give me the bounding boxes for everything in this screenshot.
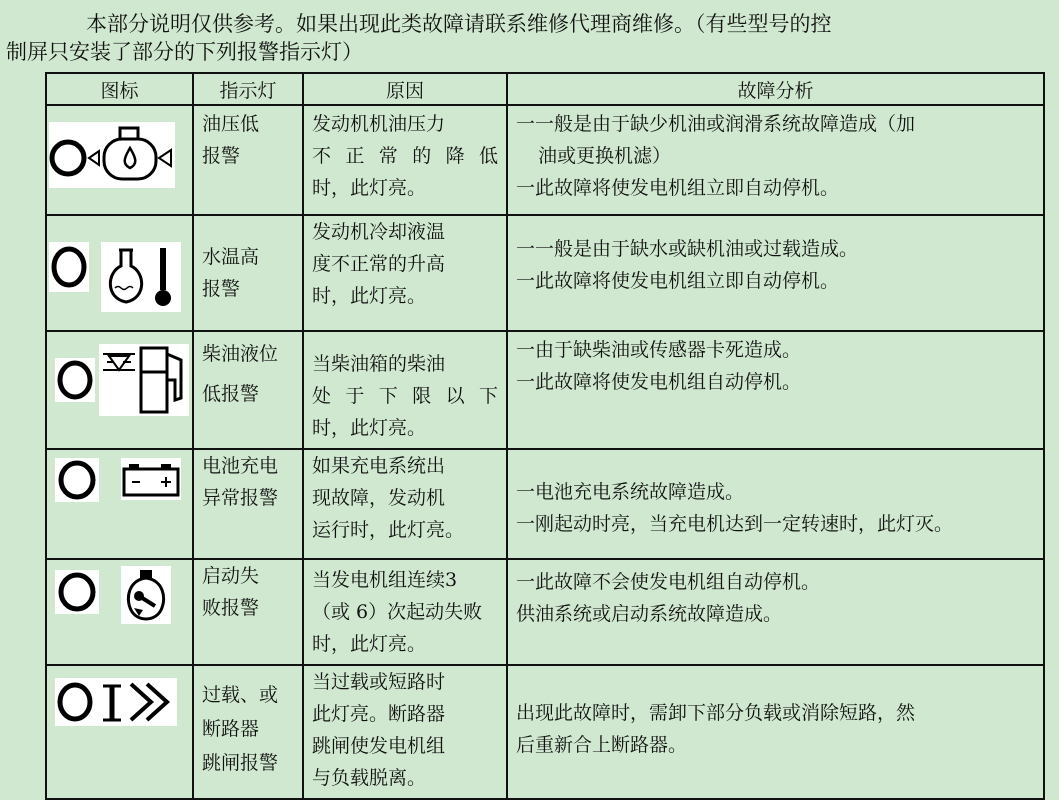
reason-text: 时，此灯亮。 <box>312 633 427 655</box>
reason-text: 此灯亮。断路器 <box>312 703 446 725</box>
analysis-text: 一由于缺柴油或传感器卡死造成。 <box>516 339 802 361</box>
icon-cell <box>46 559 193 665</box>
analysis-text: 一电池充电系统故障造成。 <box>516 481 745 503</box>
indicator-cell <box>193 105 303 215</box>
header-icon: 图标 <box>46 73 193 105</box>
header-reason: 原因 <box>303 73 507 105</box>
reason-cell <box>303 331 507 449</box>
fault-table <box>45 72 1045 800</box>
table-row <box>46 559 1044 665</box>
reason-text: 时，此灯亮。 <box>312 285 427 307</box>
intro-line-1: 本部分说明仅供参考。如果出现此类故障请联系维修代理商维修。（有些型号的控 <box>86 12 832 36</box>
reason-text: 发动机机油压力 <box>312 113 446 135</box>
analysis-text: 一此故障将使发电机组立即自动停机。 <box>516 270 840 292</box>
indicator-text: 异常报警 <box>202 487 279 509</box>
reason-text: 处 于 下 限 以 下 <box>312 385 498 407</box>
analysis-cell <box>507 559 1044 665</box>
icon-cell <box>46 331 193 449</box>
reason-text: 当过载或短路时 <box>312 671 446 693</box>
indicator-text: 报警 <box>202 145 241 167</box>
analysis-text: 一此故障将使发电机组自动停机。 <box>516 371 802 393</box>
reason-text: 发动机冷却液温 <box>312 221 446 243</box>
analysis-text: 油或更换机滤） <box>538 145 672 167</box>
indicator-text: 启动失 <box>202 565 260 587</box>
reason-text: 当发电机组连续3 <box>312 569 458 591</box>
analysis-cell <box>507 105 1044 215</box>
header-analysis: 故障分析 <box>507 73 1044 105</box>
circle-lamp-icon <box>55 570 99 614</box>
overload-breaker-icon <box>55 678 177 726</box>
circle-lamp-icon <box>55 358 95 402</box>
indicator-text: 断路器 <box>202 718 260 740</box>
reason-text: 与负载脱离。 <box>312 767 427 789</box>
table-row <box>46 665 1044 799</box>
reason-cell <box>303 215 507 331</box>
reason-text: （或 6）次起动失败 <box>312 601 483 623</box>
indicator-cell <box>193 331 303 449</box>
indicator-text: 败报警 <box>202 597 260 619</box>
reason-cell <box>303 665 507 799</box>
indicator-cell <box>193 665 303 799</box>
indicator-text: 过载、或 <box>202 684 279 706</box>
reason-text: 当柴油箱的柴油 <box>312 353 446 375</box>
reason-cell <box>303 559 507 665</box>
analysis-text: 供油系统或启动系统故障造成。 <box>516 603 783 625</box>
indicator-text: 低报警 <box>202 383 260 405</box>
reason-text: 如果充电系统出 <box>312 455 446 477</box>
header-indicator: 指示灯 <box>193 73 303 105</box>
start-failure-icon <box>121 566 171 624</box>
reason-text: 现故障，发动机 <box>312 487 446 509</box>
coolant-temperature-icon <box>101 242 181 312</box>
analysis-cell <box>507 331 1044 449</box>
analysis-text: 一刚起动时亮，当充电机达到一定转速时，此灯灭。 <box>516 513 954 535</box>
oil-pressure-icon <box>49 122 175 188</box>
indicator-text: 跳闸报警 <box>202 752 279 774</box>
icon-cell <box>46 105 193 215</box>
reason-cell <box>303 105 507 215</box>
reason-text: 时，此灯亮。 <box>312 177 427 199</box>
reason-text: 运行时，此灯亮。 <box>312 519 465 541</box>
table-header-row <box>46 73 1044 105</box>
indicator-text: 水温高 <box>202 246 260 268</box>
indicator-text: 柴油液位 <box>202 343 279 365</box>
analysis-cell <box>507 665 1044 799</box>
analysis-cell <box>507 449 1044 559</box>
circle-lamp-icon <box>49 242 89 292</box>
indicator-text: 油压低 <box>202 113 260 135</box>
table-row <box>46 105 1044 215</box>
analysis-cell <box>507 215 1044 331</box>
indicator-cell <box>193 215 303 331</box>
analysis-text: 一一般是由于缺水或缺机油或过载造成。 <box>516 238 859 260</box>
table-row <box>46 215 1044 331</box>
reason-text: 不 正 常 的 降 低 <box>312 145 498 167</box>
icon-cell <box>46 449 193 559</box>
reason-text: 时，此灯亮。 <box>312 417 427 439</box>
intro-paragraph <box>6 10 1046 66</box>
battery-icon <box>121 458 181 500</box>
indicator-text: 报警 <box>202 278 241 300</box>
reason-text: 跳闸使发电机组 <box>312 735 446 757</box>
fuel-level-icon <box>99 344 189 416</box>
circle-lamp-icon <box>55 458 99 502</box>
table-row <box>46 331 1044 449</box>
analysis-text: 一一般是由于缺少机油或润滑系统故障造成（加 <box>516 113 916 135</box>
table-row <box>46 449 1044 559</box>
indicator-text: 电池充电 <box>202 455 279 477</box>
analysis-text: 后重新合上断路器。 <box>516 734 688 756</box>
icon-cell <box>46 665 193 799</box>
analysis-text: 出现此故障时，需卸下部分负载或消除短路，然 <box>516 702 916 724</box>
analysis-text: 一此故障不会使发电机组自动停机。 <box>516 571 821 593</box>
indicator-cell <box>193 449 303 559</box>
indicator-cell <box>193 559 303 665</box>
reason-text: 度不正常的升高 <box>312 253 446 275</box>
intro-line-2: 制屏只安装了部分的下列报警指示灯） <box>6 40 363 64</box>
icon-cell <box>46 215 193 331</box>
analysis-text: 一此故障将使发电机组立即自动停机。 <box>516 177 840 199</box>
reason-cell <box>303 449 507 559</box>
